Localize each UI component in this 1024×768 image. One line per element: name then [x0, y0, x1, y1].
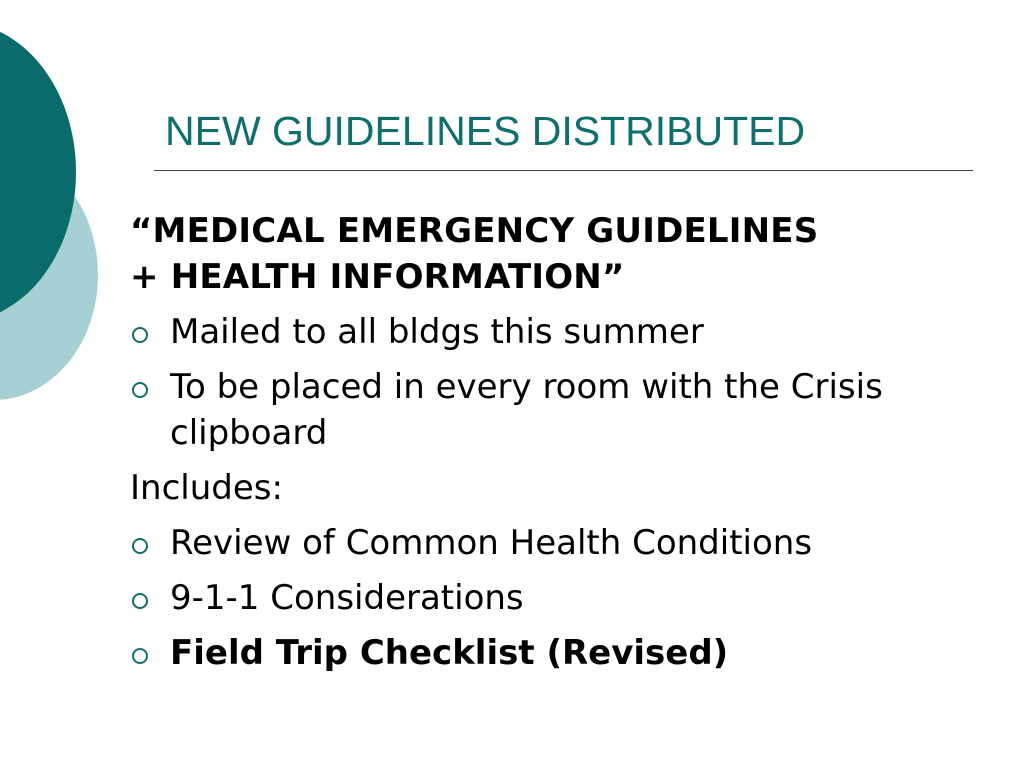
bullet-item-field-trip — [130, 630, 1000, 676]
hollow-circle-bullet-icon — [132, 648, 148, 664]
title-divider — [154, 170, 973, 171]
hollow-circle-bullet-icon — [132, 538, 148, 554]
hollow-circle-bullet-icon — [132, 593, 148, 609]
bullet-item-placed — [130, 364, 1000, 456]
page-title: NEW GUIDELINES DISTRIBUTED — [165, 108, 806, 154]
includes-label: Includes: — [130, 468, 283, 508]
heading-line-2: + HEALTH INFORMATION” — [130, 257, 625, 297]
bullet-item-mailed — [130, 309, 1000, 355]
slide-body — [130, 208, 1000, 685]
hollow-circle-bullet-icon — [132, 382, 148, 398]
bullet-text: Review of Common Health Conditions — [170, 523, 813, 563]
guidelines-heading — [130, 208, 1000, 300]
bullet-item-911 — [130, 575, 1000, 621]
bullet-text-bold: Field Trip Checklist (Revised) — [170, 633, 729, 673]
bullet-text: To be placed in every room with the Crisis clipboard — [170, 367, 883, 453]
bullet-text: Mailed to all bldgs this summer — [170, 312, 704, 352]
hollow-circle-bullet-icon — [132, 327, 148, 343]
bullet-item-review — [130, 520, 1000, 566]
heading-line-1: “MEDICAL EMERGENCY GUIDELINES — [130, 211, 819, 251]
bullet-text: 9-1-1 Considerations — [170, 578, 524, 618]
